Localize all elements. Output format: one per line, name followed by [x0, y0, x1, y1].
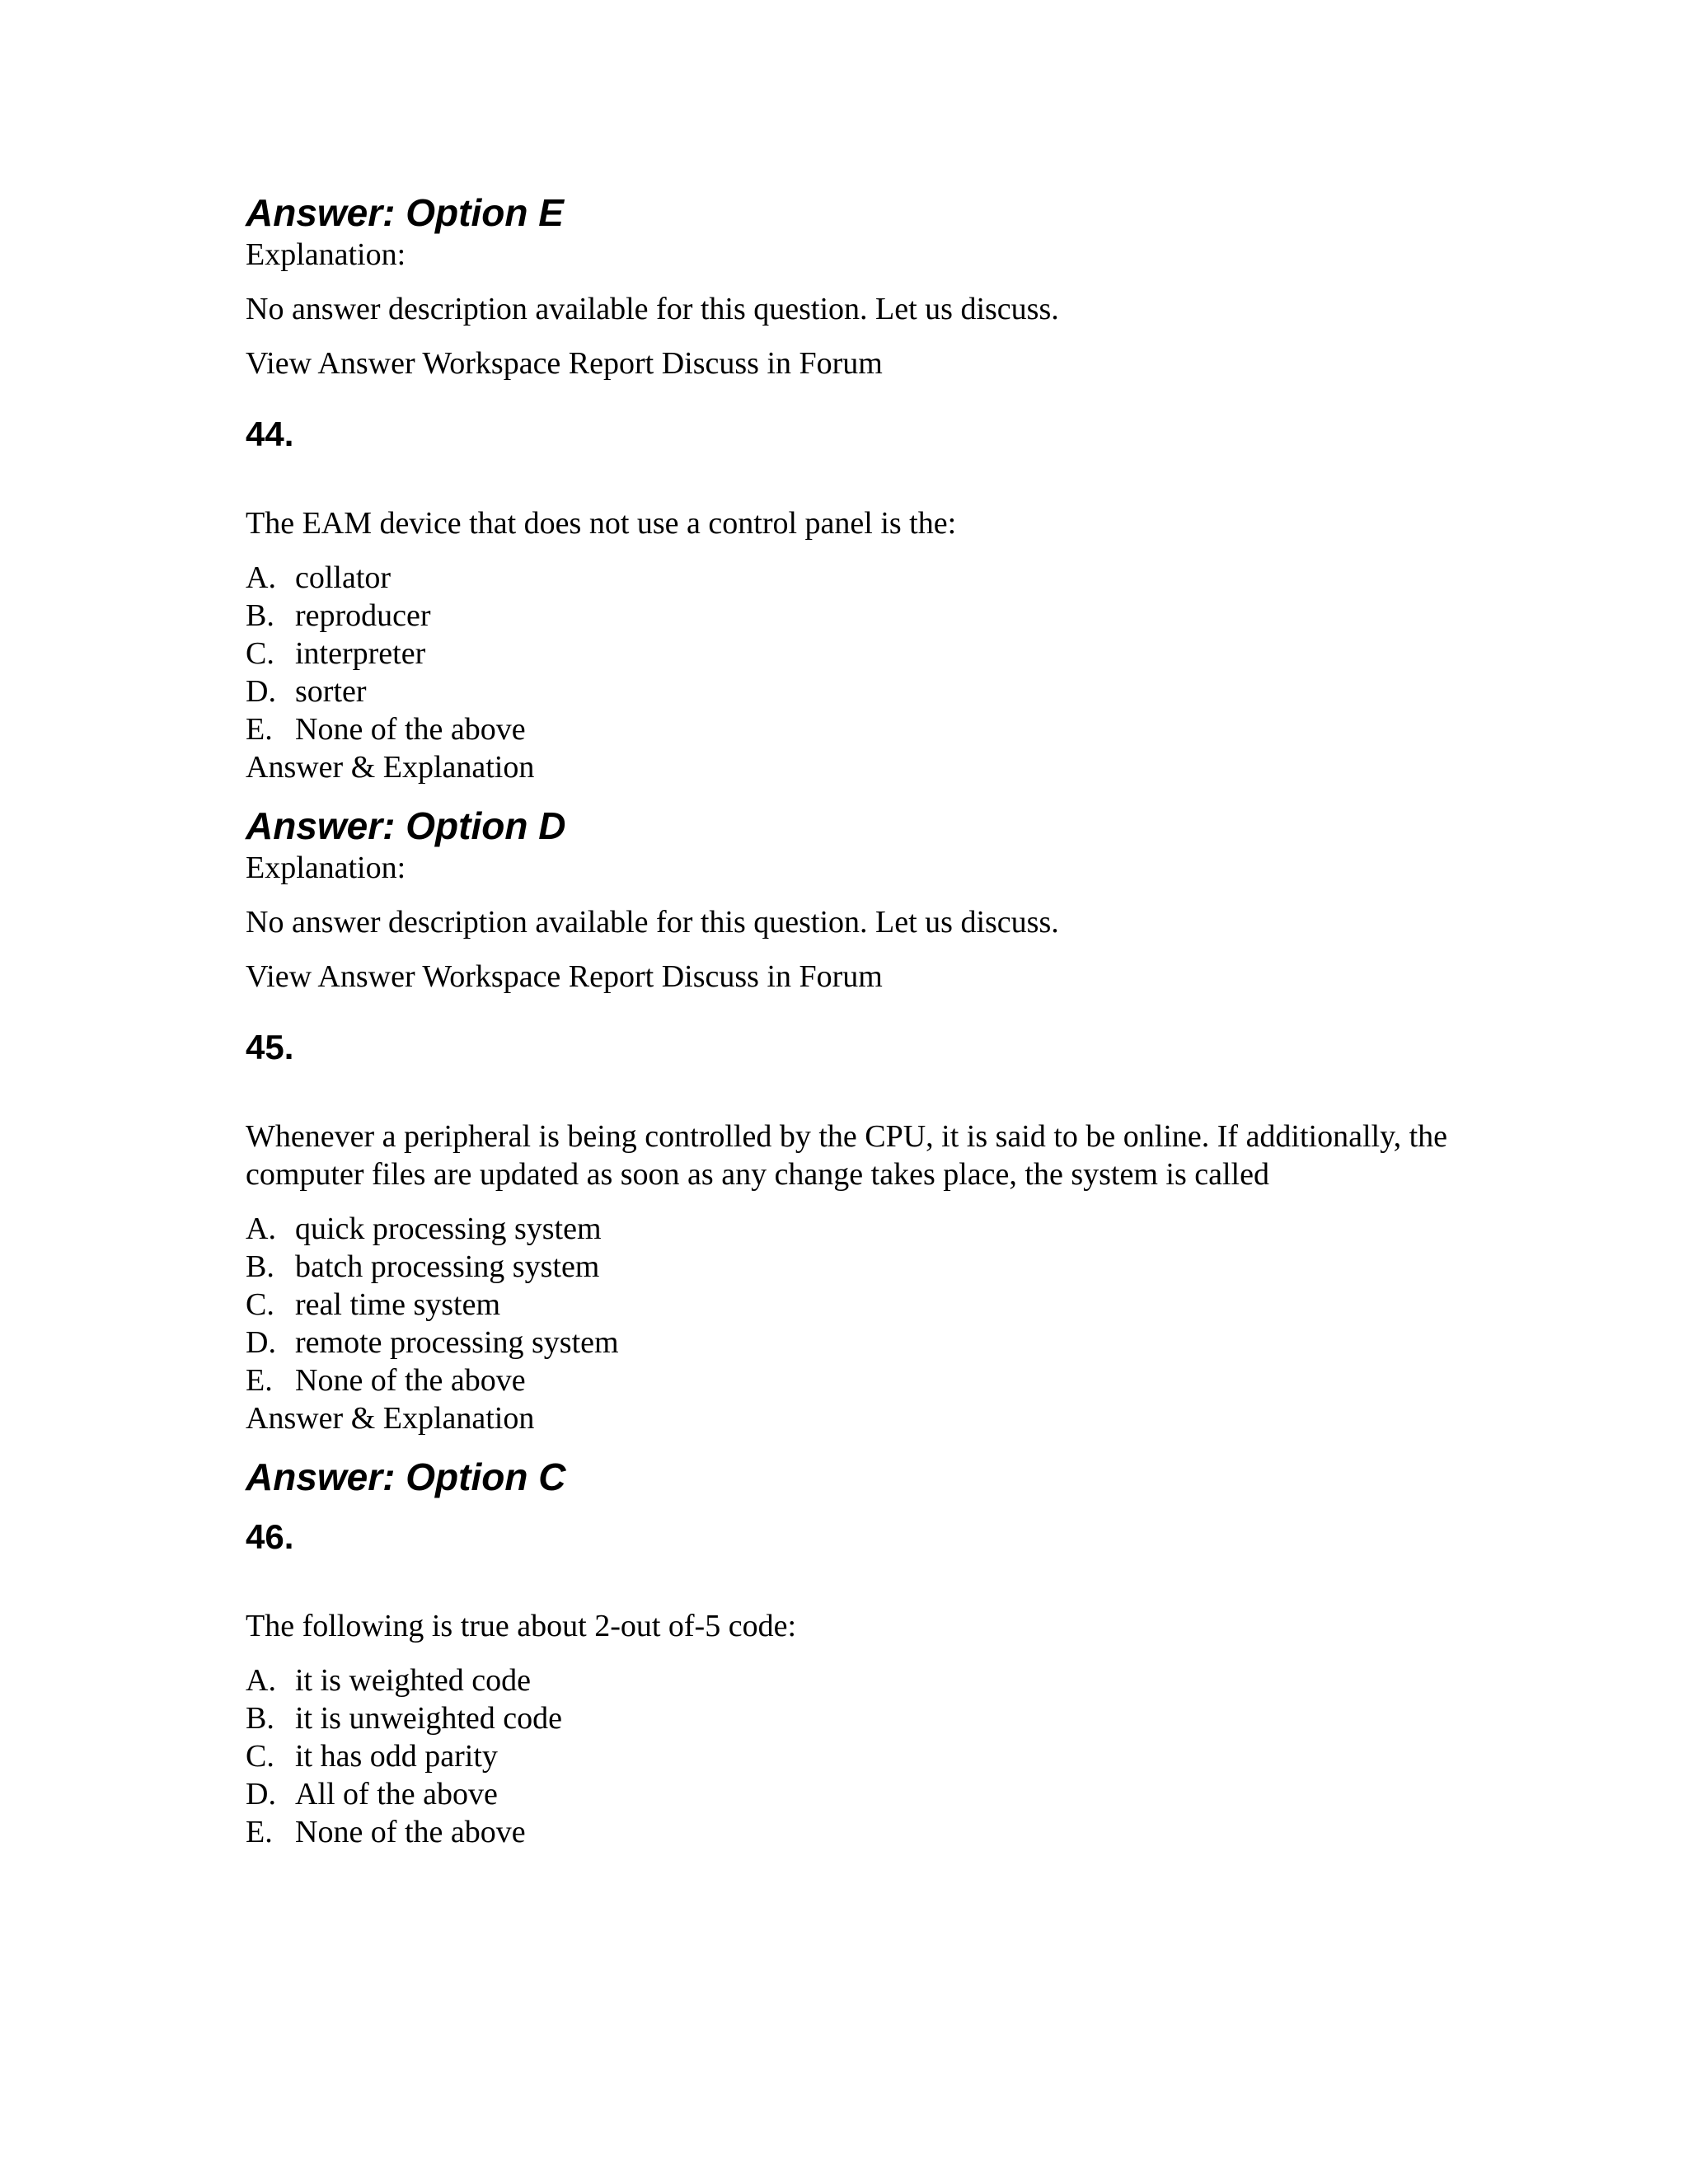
answer-explanation-label: Answer & Explanation [246, 750, 535, 785]
option-letter: E. [246, 712, 273, 747]
document-page [246, 190, 1449, 1851]
option-text: collator [295, 560, 392, 595]
option-letter: E. [246, 1815, 273, 1849]
option-letter: D. [246, 1777, 276, 1811]
option-text: batch processing system [295, 1249, 600, 1284]
option-item [246, 1210, 1449, 1248]
option-item [246, 1737, 1449, 1775]
option-text: reproducer [295, 598, 431, 633]
option-item [246, 635, 1449, 673]
option-item [246, 1699, 1449, 1737]
answer-links: View Answer Workspace Report Discuss in Forum [246, 959, 883, 994]
option-text: remote processing system [295, 1325, 619, 1360]
question-text: Whenever a peripheral is being controlled by the CPU, it is said to be online. If additionally, the computer files are updated as soon as any change takes place, the system is called [246, 1119, 1448, 1192]
option-text: None of the above [295, 1363, 526, 1398]
option-item [246, 1361, 1449, 1399]
question-text: The EAM device that does not use a control panel is the: [246, 506, 957, 541]
option-text: None of the above [295, 712, 526, 747]
option-letter: A. [246, 1212, 276, 1246]
answer-explanation-label: Answer & Explanation [246, 1401, 535, 1436]
option-letter: B. [246, 1249, 274, 1284]
option-text: None of the above [295, 1815, 526, 1849]
answer-heading: Answer: Option D [246, 804, 566, 847]
option-letter: B. [246, 1701, 274, 1736]
question-number: 44. [246, 415, 294, 453]
option-item [246, 673, 1449, 710]
option-letter: C. [246, 636, 274, 671]
option-letter: C. [246, 1287, 274, 1322]
option-letter: A. [246, 560, 276, 595]
option-letter: C. [246, 1739, 274, 1774]
option-text: it has odd parity [295, 1739, 498, 1774]
option-letter: D. [246, 674, 276, 709]
question-text: The following is true about 2-out of-5 code: [246, 1609, 797, 1643]
option-text: it is weighted code [295, 1663, 531, 1698]
explanation-label: Explanation: [246, 237, 406, 272]
option-item [246, 1813, 1449, 1851]
explanation-label: Explanation: [246, 851, 406, 885]
option-item [246, 1286, 1449, 1324]
option-item [246, 1661, 1449, 1699]
answer-heading: Answer: Option E [246, 191, 564, 234]
option-text: sorter [295, 674, 367, 709]
option-item [246, 559, 1449, 597]
answer-heading: Answer: Option C [246, 1455, 566, 1498]
explanation-text: No answer description available for this question. Let us discuss. [246, 905, 1059, 940]
question-number: 46. [246, 1517, 294, 1556]
question-number: 45. [246, 1028, 294, 1066]
option-letter: D. [246, 1325, 276, 1360]
explanation-text: No answer description available for this question. Let us discuss. [246, 292, 1059, 326]
option-item [246, 1324, 1449, 1361]
option-text: All of the above [295, 1777, 498, 1811]
option-text: real time system [295, 1287, 501, 1322]
option-item [246, 1775, 1449, 1813]
option-list [246, 1661, 1449, 1851]
option-item [246, 597, 1449, 635]
option-letter: B. [246, 598, 274, 633]
option-list [246, 559, 1449, 748]
option-letter: E. [246, 1363, 273, 1398]
answer-links: View Answer Workspace Report Discuss in Forum [246, 346, 883, 381]
option-text: interpreter [295, 636, 426, 671]
option-text: quick processing system [295, 1212, 602, 1246]
option-letter: A. [246, 1663, 276, 1698]
option-text: it is unweighted code [295, 1701, 562, 1736]
option-list [246, 1210, 1449, 1399]
option-item [246, 710, 1449, 748]
option-item [246, 1248, 1449, 1286]
